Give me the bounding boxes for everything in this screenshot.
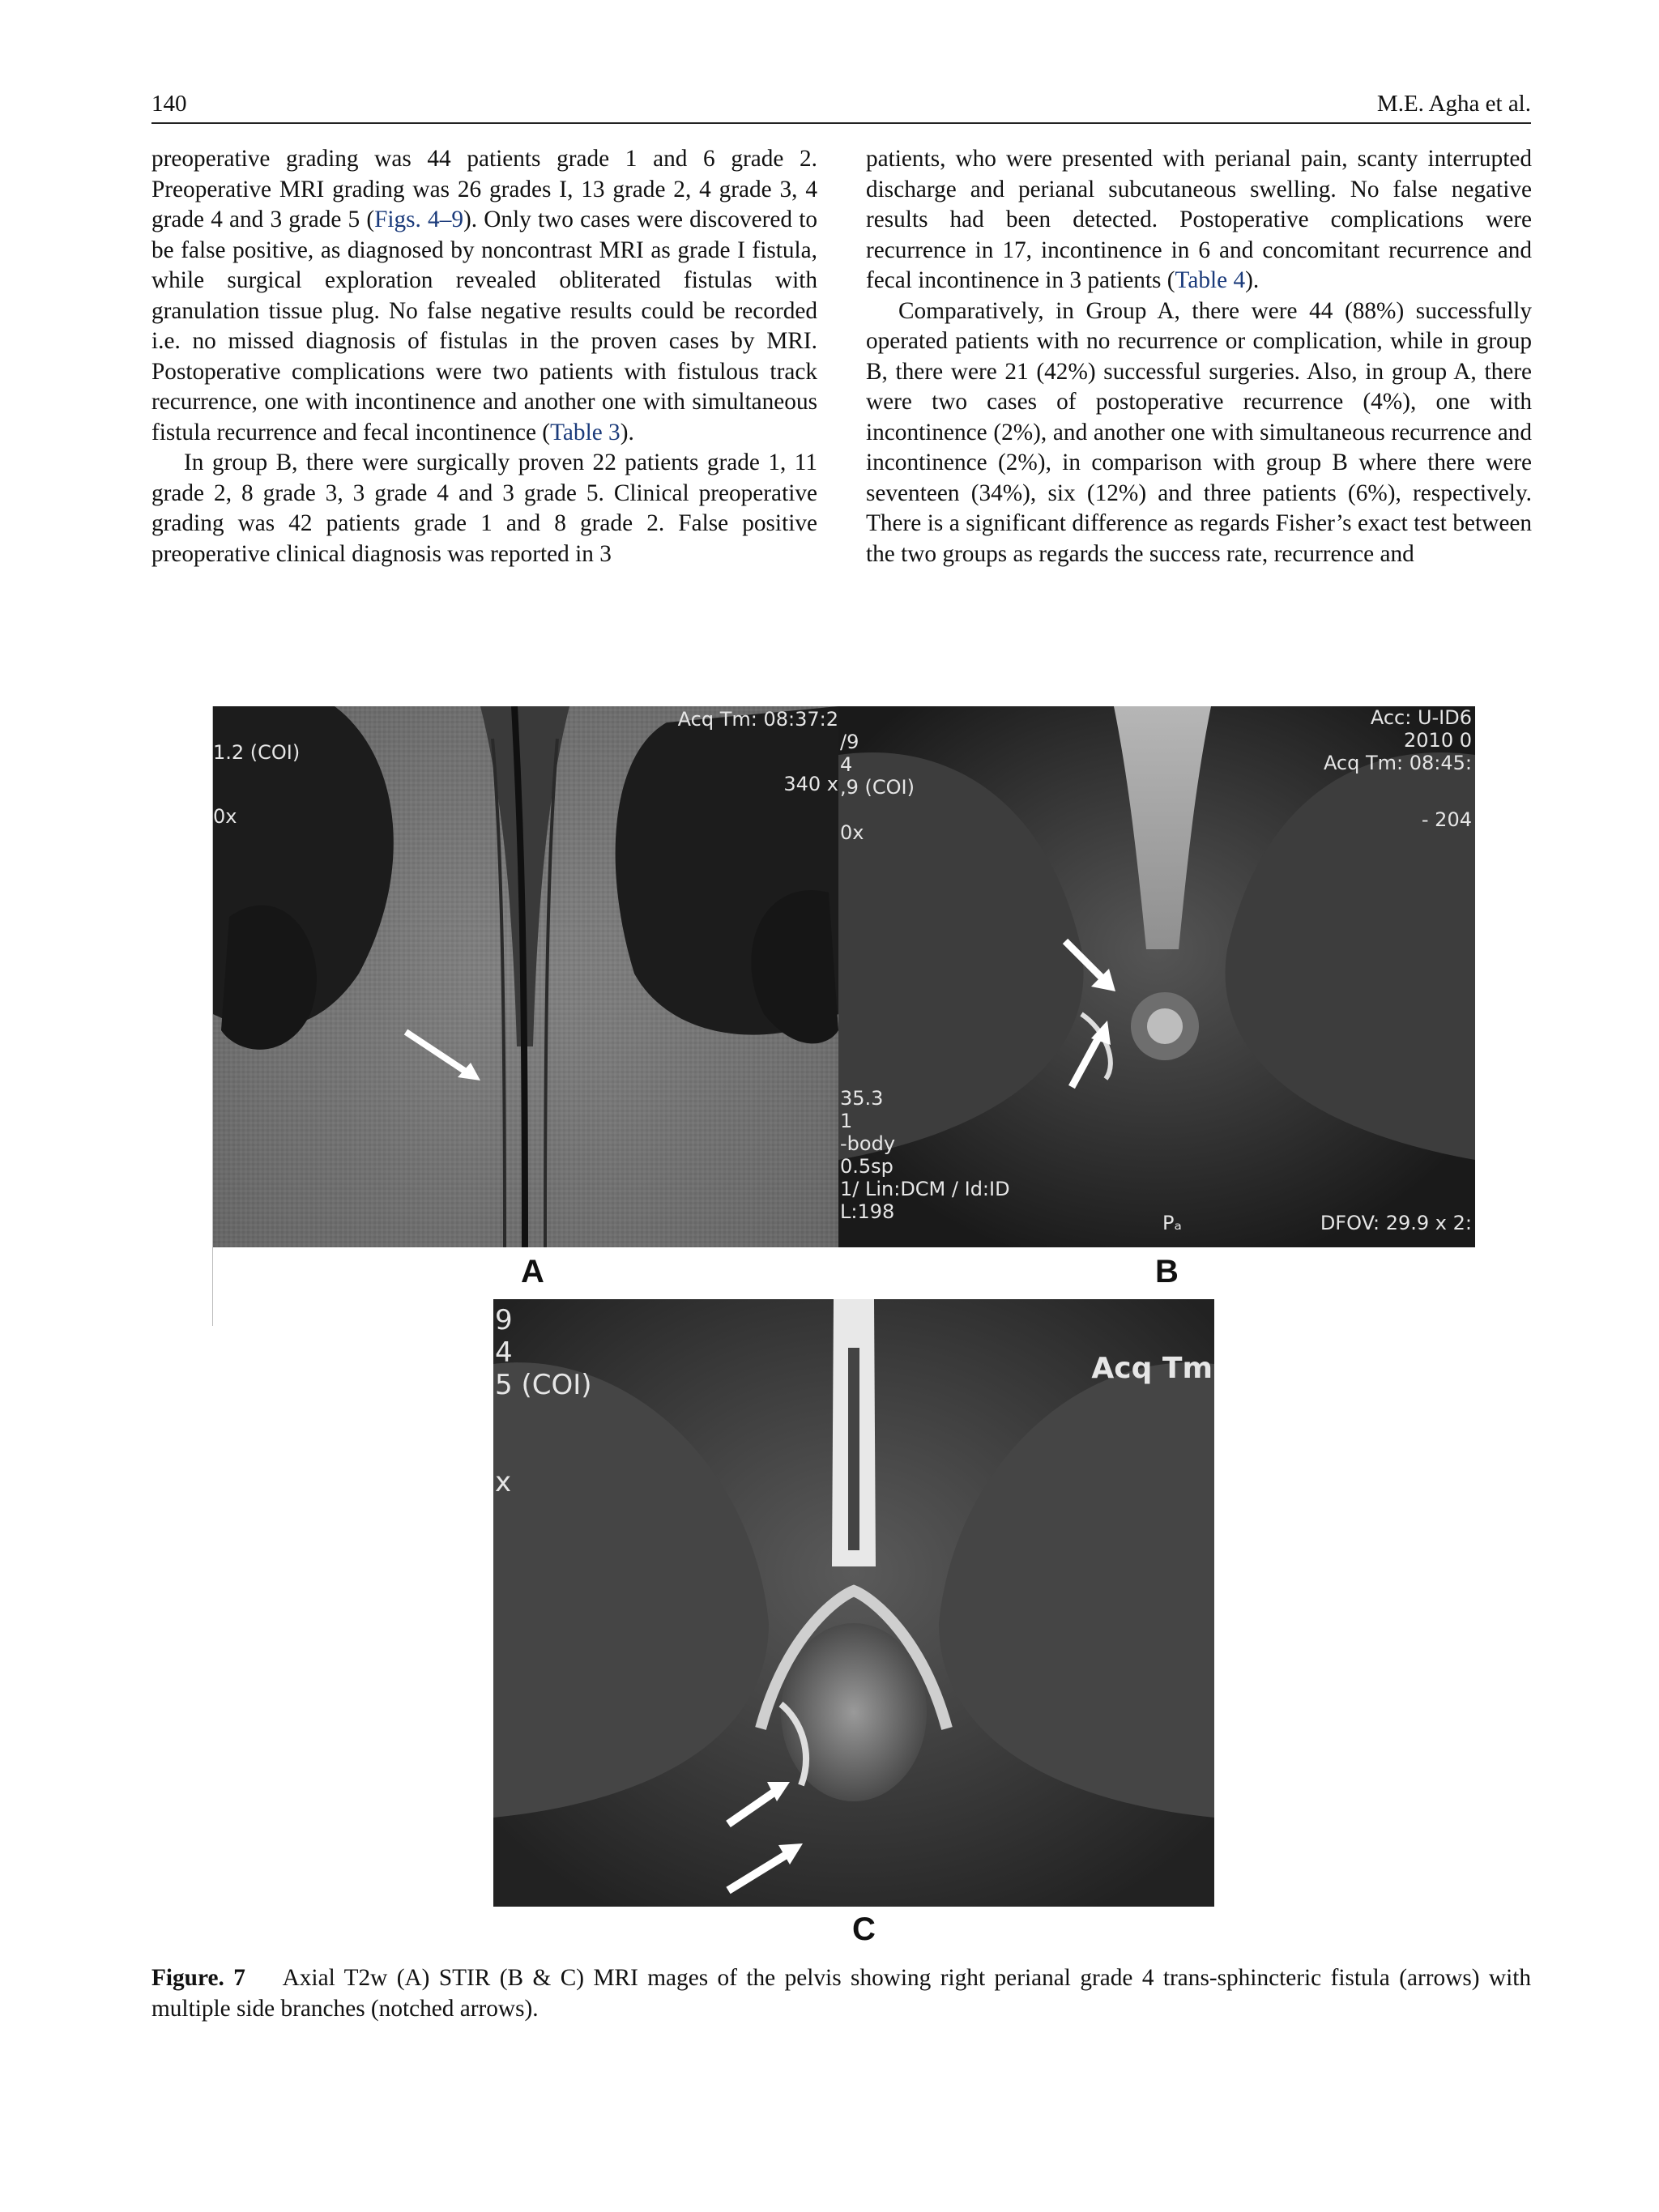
mri-overlay-acq-time: Acq Tm: 08:37:2 [677,708,838,731]
mri-image-a [213,706,838,1247]
left-paragraph-2: In group B, there were surgically proven 22 patients grade 1, 11 grade 2, 8 grade 3, 3 grade 4 and 3 grade 5. Clinical preoperative grading was 42 patients grade 1 and 8 grade 2. False positive preoperative clinical diagnosis was reported in 3 [151,450,817,567]
mri-panel-a [213,706,838,1247]
figure-caption [151,1963,1531,2024]
mri-panel-b [838,706,1475,1247]
right-paragraph-1 [866,144,1532,296]
mri-overlay-matrix: 340 x [783,773,838,795]
text-run: ). Only two cases were discovered to be false positive, as diagnosed by noncontrast MRI as grade I fistula, while surgical exploration revealed obliterated fistulas with granulation tissue plug. No false negative results could be recorded i.e. no missed diagnosis of fistulas in the proven cases by MRI. Postoperative complications were two patients with fistulous track recurrence, one with incontinence and another one with simultaneous fistula recurrence and fecal incontinence ( [151,207,817,445]
mri-overlay-left-params: /9 4 ,9 (COI) 0x [840,731,915,844]
mri-overlay-acq-time: Acq Tm [1091,1352,1213,1385]
mri-image-c [493,1299,1214,1907]
mri-overlay-acq-time: Acq Tm: 08:45: [1323,752,1472,774]
text-run: ). [1245,267,1260,293]
mri-overlay-left-params: 9 4 5 (COI) x [495,1304,592,1498]
running-head-authors: M.E. Agha et al. [1376,91,1531,117]
mri-overlay-coil: 1.2 (COI) [213,741,301,764]
table-reference-link[interactable]: Table 4 [1175,267,1246,293]
mri-overlay-accession: Acc: U-ID6 [1370,706,1472,729]
mri-overlay-dfov: DFOV: 29.9 x 2: [1320,1212,1472,1234]
panel-label-a: A [521,1254,544,1289]
page-number: 140 [151,91,187,117]
table-reference-link[interactable]: Table 3 [550,419,621,445]
mri-overlay-matrix: - 204 [1421,808,1472,831]
panel-label-c: C [852,1912,876,1947]
left-paragraph-1 [151,144,817,448]
figure-caption-label: Figure. 7 [151,1965,245,1991]
mri-overlay-offset: 0x [213,805,237,828]
text-run: patients, who were presented with perianal pain, scanty interrupted discharge and perianal subcutaneous swelling. No false negative results had been detected. Postoperative complications were recurrence in 17, incontinence in 6 and concomitant recurrence and fecal incontinence in 3 patients ( [866,146,1532,293]
mri-overlay-date: 2010 0 [1404,729,1472,752]
right-column [866,144,1532,569]
mri-overlay-scan-params: 35.3 1 -body 0.5sp 1/ Lin:DCM / Id:ID L:198 [840,1087,1010,1223]
right-paragraph-2: Comparatively, in Group A, there were 44 (88%) successfully operated patients with no recurrence or complication, while in group B, there were 21 (42%) successful surgeries. Also, in group A, there were two cases of postoperative recurrence (4%), one with incontinence (2%), and another one with simultaneous recurrence and incontinence (2%), in comparison with group B where there were seventeen (34%), six (12%) and three patients (6%), respectively. There is a significant difference as regards Fisher’s exact test between the two groups as regards the success rate, recurrence and [866,297,1532,567]
figure-caption-text: Axial T2w (A) STIR (B & C) MRI mages of the pelvis showing right perianal grade 4 trans-sphincteric fistula (arrows) with multiple side branches (notched arrows). [151,1965,1531,2022]
left-column [151,144,817,569]
panel-label-b: B [1155,1254,1179,1289]
figure-reference-link[interactable]: Figs. 4–9 [374,207,463,232]
mri-overlay-orientation: Pₐ [1162,1212,1182,1234]
text-run: preoperative grading was 44 patients grade 1 and 6 grade 2. Preoperative MRI grading was 26 grades I, 13 grade 2, 4 grade 3, 4 grade 4 and 3 grade 5 ( [151,146,817,232]
header-rule [151,122,1531,124]
mri-panel-c [493,1299,1214,1907]
text-run: ). [620,419,634,445]
